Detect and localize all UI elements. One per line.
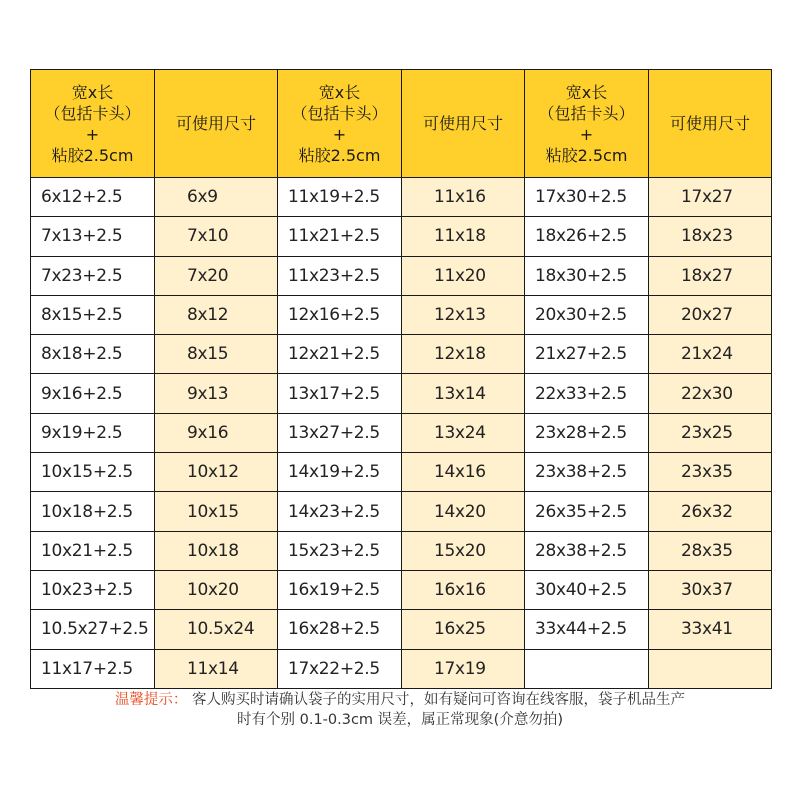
usable-size-cell: 18x27	[649, 256, 772, 295]
total-size-cell: 16x19+2.5	[278, 570, 402, 609]
header-total-size	[525, 70, 649, 178]
total-size-cell: 16x28+2.5	[278, 610, 402, 649]
total-size-cell: 9x16+2.5	[31, 374, 155, 413]
total-size-cell: 17x22+2.5	[278, 649, 402, 688]
total-size-cell: 23x38+2.5	[525, 453, 649, 492]
usable-size-cell: 16x25	[402, 610, 525, 649]
total-size-cell: 23x28+2.5	[525, 413, 649, 452]
total-size-cell: 14x19+2.5	[278, 453, 402, 492]
usable-size-cell: 10x20	[155, 570, 278, 609]
header-usable-size	[649, 70, 772, 178]
usable-size-cell: 9x16	[155, 413, 278, 452]
header-line: 粘胶2.5cm	[51, 145, 134, 165]
header-usable-size	[402, 70, 525, 178]
total-size-cell: 11x19+2.5	[278, 178, 402, 217]
total-size-cell: 10x15+2.5	[31, 453, 155, 492]
table-row	[31, 295, 772, 334]
header-line: 粘胶2.5cm	[545, 145, 628, 165]
usable-size-cell: 10.5x24	[155, 610, 278, 649]
usable-size-cell: 7x20	[155, 256, 278, 295]
total-size-cell: 21x27+2.5	[525, 335, 649, 374]
total-size-cell: 12x21+2.5	[278, 335, 402, 374]
usable-size-cell: 18x23	[649, 217, 772, 256]
total-size-cell: 30x40+2.5	[525, 570, 649, 609]
header-line: 粘胶2.5cm	[298, 145, 381, 165]
usable-size-cell: 26x32	[649, 492, 772, 531]
header-line: +	[85, 124, 100, 144]
total-size-cell: 7x13+2.5	[31, 217, 155, 256]
table-row	[31, 335, 772, 374]
usable-size-cell: 10x18	[155, 531, 278, 570]
header-line: （包括卡头）	[538, 103, 635, 123]
total-size-cell: 10x23+2.5	[31, 570, 155, 609]
usable-size-cell: 22x30	[649, 374, 772, 413]
usable-size-cell: 11x20	[402, 256, 525, 295]
table-row	[31, 492, 772, 531]
usable-size-cell: 17x27	[649, 178, 772, 217]
header-total-size	[31, 70, 155, 178]
usable-size-cell: 11x16	[402, 178, 525, 217]
usable-size-cell: 17x19	[402, 649, 525, 688]
usable-size-cell: 14x20	[402, 492, 525, 531]
total-size-cell: 15x23+2.5	[278, 531, 402, 570]
table-row	[31, 610, 772, 649]
usable-size-cell: 28x35	[649, 531, 772, 570]
usable-size-cell: 30x37	[649, 570, 772, 609]
notice	[0, 690, 800, 730]
total-size-cell: 13x27+2.5	[278, 413, 402, 452]
header-line: 可使用尺寸	[669, 114, 750, 133]
total-size-cell: 33x44+2.5	[525, 610, 649, 649]
total-size-cell: 18x30+2.5	[525, 256, 649, 295]
usable-size-cell: 10x15	[155, 492, 278, 531]
header-row	[31, 70, 772, 178]
header-line: 宽x长	[318, 82, 361, 102]
header-line: （包括卡头）	[44, 103, 141, 123]
table-row	[31, 217, 772, 256]
total-size-cell	[525, 649, 649, 688]
usable-size-cell: 13x14	[402, 374, 525, 413]
total-size-cell: 10.5x27+2.5	[31, 610, 155, 649]
total-size-cell: 6x12+2.5	[31, 178, 155, 217]
size-table	[30, 69, 772, 689]
table-row	[31, 374, 772, 413]
total-size-cell: 20x30+2.5	[525, 295, 649, 334]
total-size-cell: 10x21+2.5	[31, 531, 155, 570]
header-line: 可使用尺寸	[422, 114, 503, 133]
notice-line-1	[0, 690, 800, 710]
usable-size-cell: 8x12	[155, 295, 278, 334]
total-size-cell: 17x30+2.5	[525, 178, 649, 217]
total-size-cell: 18x26+2.5	[525, 217, 649, 256]
notice-text-2: 时有个别 0.1-0.3cm 误差，属正常现象(介意勿拍)	[237, 712, 563, 728]
table-row	[31, 531, 772, 570]
table-row	[31, 570, 772, 609]
usable-size-cell: 7x10	[155, 217, 278, 256]
usable-size-cell: 20x27	[649, 295, 772, 334]
size-table-wrapper	[30, 69, 770, 689]
usable-size-cell: 12x18	[402, 335, 525, 374]
table-row	[31, 649, 772, 688]
total-size-cell: 11x17+2.5	[31, 649, 155, 688]
usable-size-cell: 6x9	[155, 178, 278, 217]
usable-size-cell: 21x24	[649, 335, 772, 374]
total-size-cell: 8x18+2.5	[31, 335, 155, 374]
table-row	[31, 453, 772, 492]
usable-size-cell: 23x35	[649, 453, 772, 492]
notice-label: 温馨提示：	[114, 692, 188, 708]
header-line: 宽x长	[71, 82, 114, 102]
usable-size-cell	[649, 649, 772, 688]
usable-size-cell: 11x18	[402, 217, 525, 256]
table-row	[31, 178, 772, 217]
header-total-size	[278, 70, 402, 178]
total-size-cell: 8x15+2.5	[31, 295, 155, 334]
table-row	[31, 256, 772, 295]
total-size-cell: 28x38+2.5	[525, 531, 649, 570]
total-size-cell: 7x23+2.5	[31, 256, 155, 295]
header-line: +	[579, 124, 594, 144]
usable-size-cell: 9x13	[155, 374, 278, 413]
total-size-cell: 22x33+2.5	[525, 374, 649, 413]
header-line: （包括卡头）	[291, 103, 388, 123]
total-size-cell: 14x23+2.5	[278, 492, 402, 531]
usable-size-cell: 33x41	[649, 610, 772, 649]
header-line: 可使用尺寸	[175, 114, 256, 133]
table-row	[31, 413, 772, 452]
total-size-cell: 26x35+2.5	[525, 492, 649, 531]
total-size-cell: 10x18+2.5	[31, 492, 155, 531]
header-line: 宽x长	[565, 82, 608, 102]
header-line: +	[332, 124, 347, 144]
total-size-cell: 13x17+2.5	[278, 374, 402, 413]
usable-size-cell: 15x20	[402, 531, 525, 570]
usable-size-cell: 23x25	[649, 413, 772, 452]
usable-size-cell: 10x12	[155, 453, 278, 492]
usable-size-cell: 12x13	[402, 295, 525, 334]
header-usable-size	[155, 70, 278, 178]
usable-size-cell: 14x16	[402, 453, 525, 492]
total-size-cell: 12x16+2.5	[278, 295, 402, 334]
notice-text-1: 客人购买时请确认袋子的实用尺寸，如有疑问可咨询在线客服，袋子机品生产	[192, 692, 686, 708]
total-size-cell: 9x19+2.5	[31, 413, 155, 452]
table-body	[31, 178, 772, 689]
total-size-cell: 11x21+2.5	[278, 217, 402, 256]
usable-size-cell: 11x14	[155, 649, 278, 688]
usable-size-cell: 8x15	[155, 335, 278, 374]
total-size-cell: 11x23+2.5	[278, 256, 402, 295]
usable-size-cell: 13x24	[402, 413, 525, 452]
usable-size-cell: 16x16	[402, 570, 525, 609]
